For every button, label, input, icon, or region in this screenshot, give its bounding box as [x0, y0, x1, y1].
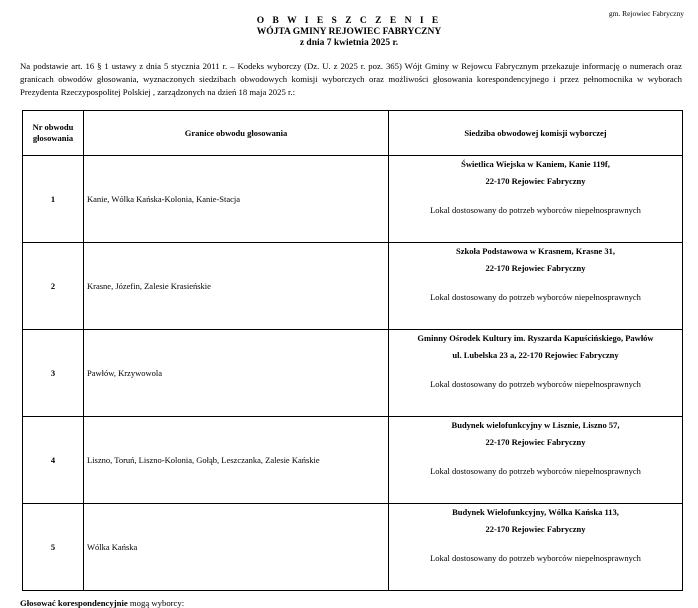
seat-address-line-2: 22-170 Rejowiec Fabryczny [485, 263, 586, 273]
district-number: 1 [23, 156, 84, 243]
title-line-3: z dnia 7 kwietnia 2025 r. [299, 38, 399, 48]
district-bounds: Pawłów, Krzywowola [84, 330, 389, 417]
footer-bold-text: Głosować korespondencyjnie [20, 598, 128, 608]
seat-address-line-2: 22-170 Rejowiec Fabryczny [485, 524, 586, 534]
seat-address-line-2: 22-170 Rejowiec Fabryczny [485, 437, 586, 447]
header-district-number: Nr obwodu głosowania [23, 111, 84, 156]
title-line-2: WÓJTA GMINY REJOWIEC FABRYCZNY [256, 27, 442, 37]
district-number: 2 [23, 243, 84, 330]
seat-address-line-1: Świetlica Wiejska w Kaniem, Kanie 119f, [461, 159, 610, 169]
accessibility-note: Lokal dostosowany do potrzeb wyborców niepełnosprawnych [430, 466, 641, 476]
table-header-row [23, 111, 683, 156]
districts-table [22, 110, 683, 591]
footer-text: mogą wyborcy: [127, 598, 185, 608]
seat-address-line-1: Budynek Wielofunkcyjny, Wólka Kańska 113, [452, 507, 619, 517]
table-row [23, 243, 683, 330]
district-bounds: Krasne, Józefin, Zalesie Krasieńskie [84, 243, 389, 330]
commission-seat [389, 330, 683, 417]
accessibility-note: Lokal dostosowany do potrzeb wyborców niepełnosprawnych [430, 553, 641, 563]
seat-address-line-1: Szkoła Podstawowa w Krasnem, Krasne 31, [456, 246, 615, 256]
accessibility-note: Lokal dostosowany do potrzeb wyborców niepełnosprawnych [430, 379, 641, 389]
commission-seat [389, 243, 683, 330]
intro-paragraph: Na podstawie art. 16 § 1 ustawy z dnia 5 stycznia 2011 r. – Kodeks wyborczy (Dz. U. z 2025 r. poz. 365) Wójt Gminy w Rejowcu Fabrycznym przekazuje informację o numerach oraz granicach obwodów głosowania, wyznaczonych siedzibach obwodowych komisji wyborczych oraz możliwości głosowania korespondencyjnego i przez pełnomocnika w wyborach Prezydenta Rzeczypospolitej Polskiej , zarządzonych na dzień 18 maja 2025 r.: [20, 61, 682, 97]
table-row [23, 417, 683, 504]
district-bounds: Liszno, Toruń, Liszno-Kolonia, Gołąb, Leszczanka, Zalesie Kańskie [84, 417, 389, 504]
accessibility-note: Lokal dostosowany do potrzeb wyborców niepełnosprawnych [430, 292, 641, 302]
table-row [23, 330, 683, 417]
announcement-title [0, 16, 698, 49]
commission-seat [389, 156, 683, 243]
header-commission-seat: Siedziba obwodowej komisji wyborczej [389, 111, 683, 156]
corner-note: gm. Rejowiec Fabryczny [608, 9, 684, 18]
district-bounds: Wólka Kańska [84, 504, 389, 591]
district-number: 4 [23, 417, 84, 504]
commission-seat [389, 504, 683, 591]
table-row [23, 156, 683, 243]
seat-address-line-1: Gminny Ośrodek Kultury im. Ryszarda Kapuścińskiego, Pawłów [417, 333, 654, 343]
seat-address-line-2: ul. Lubelska 23 a, 22-170 Rejowiec Fabryczny [452, 350, 619, 360]
header-district-bounds: Granice obwodu głosowania [84, 111, 389, 156]
title-line-1: O B W I E S Z C Z E N I E [256, 16, 442, 26]
commission-seat [389, 417, 683, 504]
table-row [23, 504, 683, 591]
district-number: 5 [23, 504, 84, 591]
district-bounds: Kanie, Wólka Kańska-Kolonia, Kanie-Stacja [84, 156, 389, 243]
district-number: 3 [23, 330, 84, 417]
accessibility-note: Lokal dostosowany do potrzeb wyborców niepełnosprawnych [430, 205, 641, 215]
seat-address-line-1: Budynek wielofunkcyjny w Lisznie, Liszno 57, [451, 420, 620, 430]
seat-address-line-2: 22-170 Rejowiec Fabryczny [485, 176, 586, 186]
